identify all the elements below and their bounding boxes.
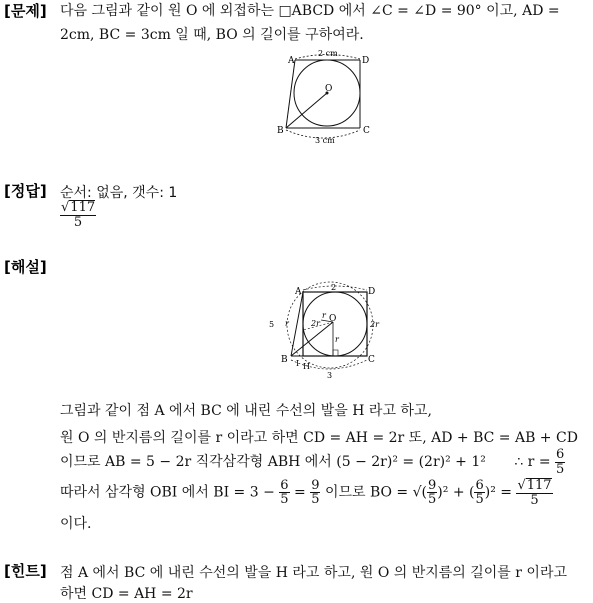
label-b: B (281, 355, 288, 365)
hint-tag: [힌트] (4, 562, 47, 580)
label-a: A (295, 287, 302, 297)
label-o: O (329, 314, 337, 324)
hint-line-1: 점 A 에서 BC 에 내린 수선의 발을 H 라고 하고, 원 O 의 반지름의 길이를 r 이라고 (60, 565, 567, 581)
explanation-diagram (263, 280, 383, 380)
problem-line-2: 2cm, BC = 3cm 일 때, BO 의 길이를 구하여라. (60, 27, 364, 43)
label-r-vertical: r (335, 335, 339, 344)
label-h: H (303, 362, 310, 371)
label-top-length: 2 (331, 283, 337, 292)
right-angle-i (333, 350, 338, 356)
label-left-length: 5 (269, 320, 275, 329)
label-a: A (288, 56, 295, 66)
explanation-line-4: 따라서 삼각형 OBI 에서 BI = 3 − $\frac{6}{5}$ = $\frac{9}{5}$ 이므로 BO = √( $\frac{9}{5}$ )² + ( $\frac{6}{5}$ )² = $\frac{√117}{5}$ (60, 477, 552, 508)
label-d: D (368, 287, 376, 297)
explanation-line-2: 원 O 의 반지름의 길이를 r 이라고 하면 CD = AH = 2r 또, AD + BC = AB + CD (60, 430, 578, 446)
hint-line-2: 하면 CD = AH = 2r (60, 586, 193, 602)
label-i: I (296, 359, 300, 368)
label-r-left: r (285, 319, 289, 328)
answer-fraction: $\frac{√117}{5}$ (61, 200, 96, 230)
label-bottom-length: 3 cm (315, 136, 335, 145)
label-c: C (368, 355, 375, 365)
explanation-line-3: 이므로 AB = 5 − 2r 직각삼각형 ABH 에서 (5 − 2r)² = (2r)² + 1² ∴ r = $\frac{6}{5}$ (60, 447, 565, 477)
explanation-line-5: 이다. (60, 516, 92, 532)
edge-ab (291, 292, 303, 356)
label-d: D (362, 56, 370, 66)
segment-bo (286, 93, 327, 128)
label-bottom-length: 3 (327, 371, 333, 380)
label-2r-right: 2r (370, 320, 379, 329)
label-r-radius: r (322, 311, 326, 320)
problem-tag: [문제] (4, 2, 47, 20)
label-2r-inner: 2r (311, 319, 320, 328)
explanation-tag: [해설] (4, 258, 47, 276)
problem-line-1: 다음 그림과 같이 원 O 에 외접하는 □ABCD 에서 ∠C = ∠D = 90° 이고, AD = (60, 3, 560, 19)
problem-diagram (270, 50, 380, 145)
label-o: O (325, 84, 333, 94)
explanation-line-1: 그림과 같이 점 A 에서 BC 에 내린 수선의 발을 H 라고 하고, (60, 403, 432, 419)
answer-tag: [정답] (4, 182, 47, 200)
label-top-length: 2 cm (318, 50, 338, 58)
answer-line-1: 순서: 없음, 갯수: 1 (60, 185, 178, 201)
label-b: B (277, 126, 284, 136)
label-c: C (363, 126, 370, 136)
